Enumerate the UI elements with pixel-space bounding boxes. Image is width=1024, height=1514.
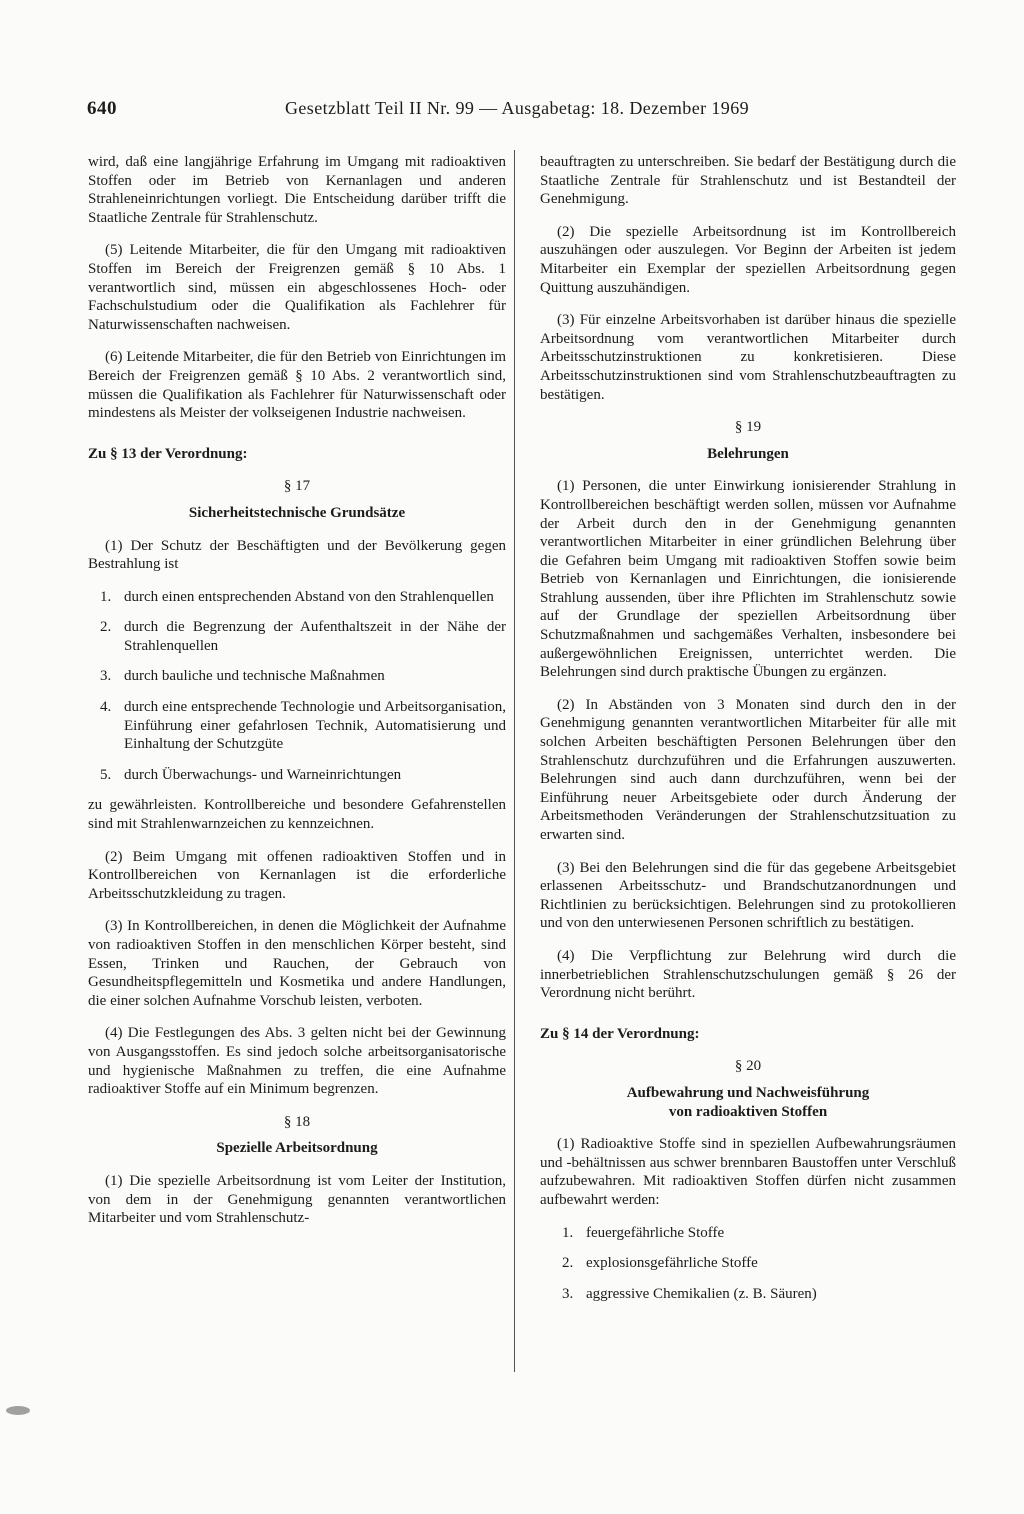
section-title: Belehrungen: [707, 445, 789, 462]
section-number: § 18: [283, 1113, 311, 1130]
list-item-number: 1.: [100, 588, 112, 605]
section-title: Sicherheitstechnische Grundsätze: [188, 504, 406, 521]
list-item: [88, 618, 506, 655]
paragraph: (1) Die spezielle Arbeitsordnung ist vom Leiter der Institution, von dem in der Genehmigung genannten verantwortlichen Mitarbeiter und vom Strahlenschutz-: [88, 1172, 506, 1227]
list-item-number: 4.: [100, 699, 112, 716]
page-number: 640: [87, 98, 117, 119]
gazette-title: Gesetzblatt Teil II Nr. 99 — Ausgabetag: 18. Dezember 1969: [285, 98, 749, 118]
right-column: [540, 153, 956, 1315]
paragraph: (2) In Abständen von 3 Monaten sind durch den in der Genehmigung genannten verantwortlichen Mitarbeiter für alle mit solchen Arbeiten beschäftigten Personen Belehrungen über den Strahlenschutz durchzuführen und die Erfahrungen auszuwerten. Belehrungen sind auch dann durchzuführen, wenn bei der Einführung neuer Arbeitsgebiete oder durch Änderung der Arbeitsmethoden Veränderungen der Strahlenschutzsituation zu erwarten sind.: [540, 696, 956, 843]
paragraph: (1) Personen, die unter Einwirkung ionisierender Strahlung in Kontrollbereichen beschäftigt werden sollen, müssen vor Aufnahme der Arbeit durch den in der Genehmigung genannten verantwortlichen Mitarbeiter in einer gründlichen Belehrung über die Gefahren beim Umgang mit radioaktiven Stoffen sowie beim Betrieb von Kernanlagen und Einrichtungen, die ionisierende Strahlung aussenden, über ihre Pflichten im Strahlenschutz sowie auf der Grundlage der speziellen Arbeitsordnung über Schutzmaßnahmen und sachgemäßes Verhalten, insbesondere bei außergewöhnlichen Ereignissen, unterrichtet werden. Die Belehrungen sind durch praktische Übungen zu ergänzen.: [540, 478, 956, 681]
list-item-number: 3.: [562, 1285, 574, 1302]
list-item-text: feuergefährliche Stoffe: [586, 1224, 725, 1241]
section-title: Spezielle Arbeitsordnung: [216, 1140, 378, 1157]
paragraph: (3) Für einzelne Arbeitsvorhaben ist darüber hinaus die spezielle Arbeitsordnung vom verantwortlichen Mitarbeiter durch Arbeitsschutzinstruktionen zu konkretisieren. Diese Arbeitsschutzinstruktionen sind vom Strahlenschutzbeauftragten zu bestätigen.: [540, 312, 956, 403]
paragraph: zu gewährleisten. Kontrollbereiche und besondere Gefahrenstellen sind mit Strahlenwarnzeichen zu kennzeichnen.: [88, 797, 506, 833]
list-item: [550, 1224, 956, 1243]
paragraph: (6) Leitende Mitarbeiter, die für den Betrieb von Einrichtungen im Bereich der Freigrenzen gemäß § 10 Abs. 2 verantwortlich sind, müssen die Qualifikation als Fachlehrer für Naturwissenschaft oder mindestens als Meister der volkseigenen Industrie nachweisen.: [88, 349, 506, 422]
list-item: [550, 1285, 956, 1304]
section-title-line: Aufbewahrung und Nachweisführung: [626, 1084, 870, 1101]
paragraph: (1) Der Schutz der Beschäftigten und der Bevölkerung gegen Bestrahlung ist: [88, 537, 506, 573]
list-item-number: 3.: [100, 668, 112, 685]
list-item-text: durch Überwachungs- und Warneinrichtungen: [124, 766, 402, 783]
column-divider: [514, 150, 515, 1372]
page-header: [87, 98, 937, 124]
list-item-number: 2.: [562, 1255, 574, 1272]
paragraph: (3) In Kontrollbereichen, in denen die Möglichkeit der Aufnahme von radioaktiven Stoffen in den menschlichen Körper besteht, sind Essen, Trinken und Rauchen, der Gebrauch von Gesundheitspflegemitteln und Kosmetika und andere Handlungen, die einer solchen Aufnahme Vorschub leisten, verboten.: [88, 918, 506, 1009]
regulation-reference: Zu § 13 der Verordnung:: [88, 445, 248, 462]
list-item-number: 2.: [100, 619, 112, 636]
paragraph: wird, daß eine langjährige Erfahrung im Umgang mit radioaktiven Stoffen oder im Betrieb von Kernanlagen und anderen Strahleneinrichtungen vorliegt. Die Entscheidung darüber trifft die Staatliche Zentrale für Strahlenschutz.: [88, 154, 506, 226]
paragraph: (5) Leitende Mitarbeiter, die für den Umgang mit radioaktiven Stoffen im Bereich der Freigrenzen gemäß § 10 Abs. 1 verantwortlich sind, müssen ein abgeschlossenes Hoch- oder Fachschulstudium oder die Qualifikation als Fachlehrer für Naturwissenschaften nachweisen.: [88, 242, 506, 333]
paragraph: (4) Die Verpflichtung zur Belehrung wird durch die innerbetrieblichen Strahlenschutzschulungen gemäß § 26 der Verordnung nicht berührt.: [540, 947, 956, 1002]
section-number: § 20: [734, 1058, 762, 1075]
paragraph: (1) Radioaktive Stoffe sind in speziellen Aufbewahrungsräumen und -behältnissen aus schwer brennbaren Baustoffen unter Verschluß aufzubewahren. Mit radioaktiven Stoffen dürfen nicht zusammen aufbewahrt werden:: [540, 1136, 956, 1208]
list-item: [550, 1254, 956, 1273]
paragraph: (2) Beim Umgang mit offenen radioaktiven Stoffen und in Kontrollbereichen von Kernanlagen ist die erforderliche Arbeitsschutzkleidung zu tragen.: [88, 848, 506, 902]
left-column: [88, 153, 506, 1242]
section-number: § 17: [283, 478, 311, 495]
list-item: [88, 766, 506, 785]
list-item-text: durch bauliche und technische Maßnahmen: [124, 668, 385, 685]
paragraph: (2) Die spezielle Arbeitsordnung ist im Kontrollbereich auszuhängen oder auszulegen. Vor Beginn der Arbeiten ist jedem Mitarbeiter ein Exemplar der speziellen Arbeitsordnung gegen Quittung auszuhändigen.: [540, 223, 956, 296]
list-item-text: durch die Begrenzung der Aufenthaltszeit in der Nähe der Strahlenquellen: [124, 619, 506, 654]
section-title: [540, 1084, 956, 1121]
ink-smudge: [6, 1406, 30, 1415]
list-item-text: durch eine entsprechende Technologie und Arbeitsorganisation, Einführung einer gefahrlosen Technik, Automatisierung und Einhaltung der Schutzgüte: [124, 699, 506, 753]
section-title-line: von radioaktiven Stoffen: [668, 1103, 828, 1120]
paragraph: (4) Die Festlegungen des Abs. 3 gelten nicht bei der Gewinnung von Ausgangsstoffen. Es sind jedoch solche arbeitsorganisatorische und hygienische Maßnahmen zu treffen, die eine Aufnahme radioaktiver Stoffe auf ein Minimum begrenzen.: [88, 1025, 506, 1098]
list-item-text: aggressive Chemikalien (z. B. Säuren): [586, 1285, 817, 1302]
list-item-number: 1.: [562, 1224, 574, 1241]
list-item: [88, 667, 506, 686]
list-item: [88, 698, 506, 754]
list-item-text: durch einen entsprechenden Abstand von den Strahlenquellen: [124, 588, 494, 605]
paragraph: (3) Bei den Belehrungen sind die für das gegebene Arbeitsgebiet erlassenen Arbeitsschutz- und Brandschutzanordnungen und Richtlinien zu berücksichtigen. Belehrungen sind zu protokollieren und von den unterwiesenen Personen schriftlich zu bestätigen.: [540, 859, 956, 932]
paragraph: beauftragten zu unterschreiben. Sie bedarf der Bestätigung durch die Staatliche Zentrale für Strahlenschutz und ist Bestandteil der Genehmigung.: [540, 154, 956, 208]
list-item-text: explosionsgefährliche Stoffe: [586, 1255, 758, 1272]
list-item: [88, 588, 506, 607]
regulation-reference: Zu § 14 der Verordnung:: [540, 1025, 700, 1042]
list-item-number: 5.: [100, 766, 112, 783]
section-number: § 19: [734, 419, 762, 436]
